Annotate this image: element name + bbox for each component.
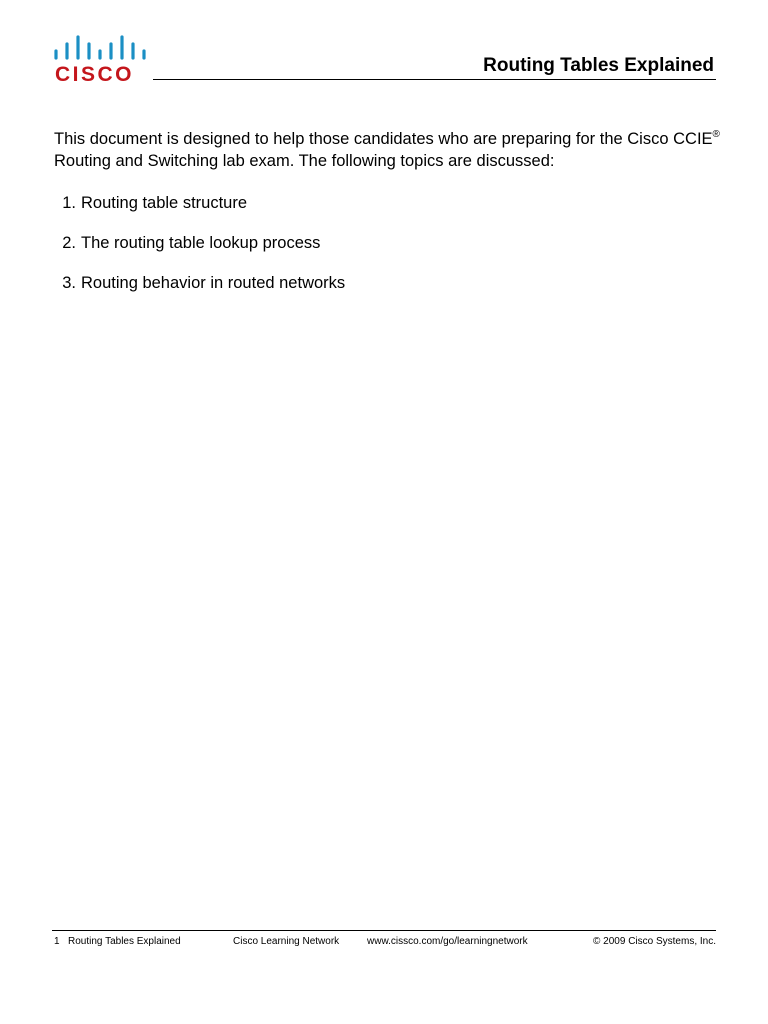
list-item-number: 1. <box>62 194 76 212</box>
header-divider <box>153 79 716 80</box>
footer-network: Cisco Learning Network <box>233 936 340 947</box>
intro-text-end: Routing and Switching lab exam. The following topics are discussed: <box>54 152 555 170</box>
topic-list <box>54 192 345 312</box>
cisco-bars-icon <box>52 34 148 62</box>
footer-divider <box>52 930 716 931</box>
cisco-logo <box>52 34 148 86</box>
intro-paragraph <box>54 128 734 172</box>
document-title: Routing Tables Explained <box>483 55 714 76</box>
list-item <box>54 232 345 254</box>
list-item-number: 2. <box>62 234 76 252</box>
list-item <box>54 192 345 214</box>
list-item-number: 3. <box>62 274 76 292</box>
footer-doc-title: Routing Tables Explained <box>68 936 181 947</box>
list-item-text: Routing table structure <box>81 194 248 212</box>
logo-wordmark: CISCO <box>55 63 135 86</box>
list-item-text: Routing behavior in routed networks <box>81 274 346 292</box>
list-item-text: The routing table lookup process <box>81 234 321 252</box>
footer-copyright: © 2009 Cisco Systems, Inc. <box>593 936 716 947</box>
footer-page-number: 1 <box>54 936 60 947</box>
registered-mark: ® <box>712 128 720 140</box>
intro-text-start: This document is designed to help those candidates who are preparing for the Cisco CCIE <box>54 130 713 148</box>
list-item <box>54 272 345 294</box>
footer-url: www.cissco.com/go/learningnetwork <box>367 936 528 947</box>
